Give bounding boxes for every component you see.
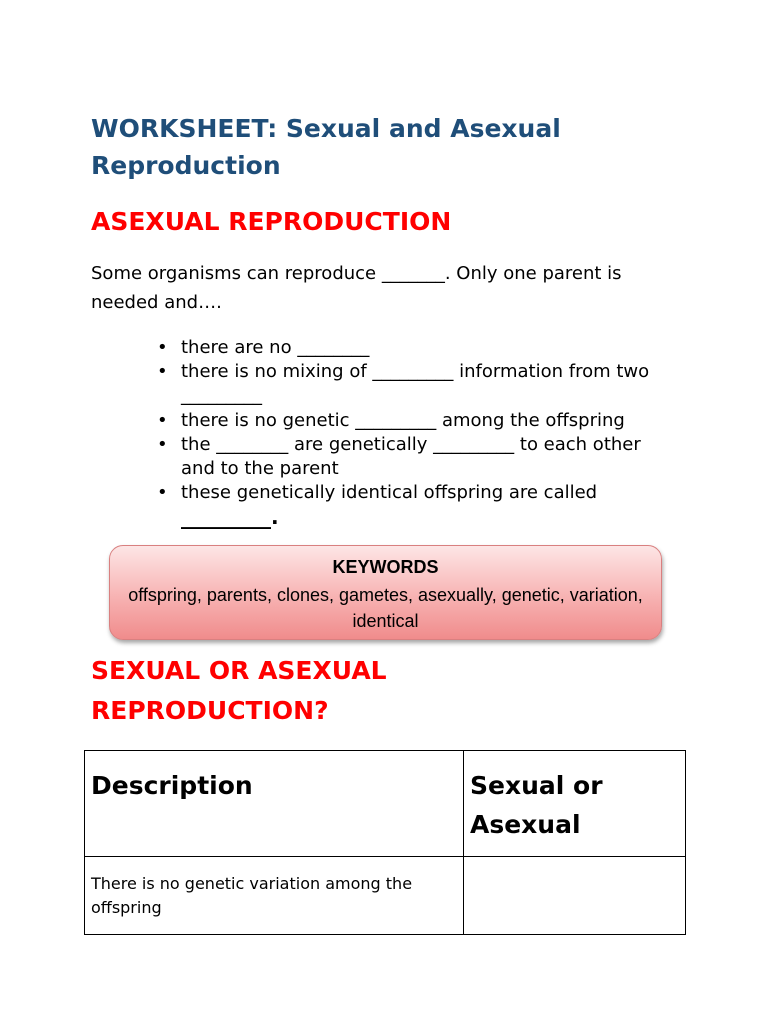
asexual-reproduction-heading: ASEXUAL REPRODUCTION: [91, 207, 452, 236]
bullet-point-icon: •: [157, 433, 168, 455]
keywords-list: offspring, parents, clones, gametes, asexually, genetic, variation, identical: [128, 585, 643, 631]
bullet-item: [155, 433, 675, 481]
bullet-item: [155, 409, 675, 433]
bullet-point-icon: •: [157, 361, 168, 383]
answer-cell[interactable]: [464, 857, 686, 935]
bullet-text: there are no ________: [181, 337, 370, 358]
bullet-item: [155, 481, 675, 531]
keywords-title: KEYWORDS: [332, 557, 439, 577]
table-header-row: [85, 751, 686, 857]
bullet-text: there is no genetic _________ among the offspring: [181, 409, 625, 431]
bullet-point-icon: •: [157, 337, 168, 358]
sexual-or-asexual-heading: SEXUAL OR ASEXUAL REPRODUCTION?: [91, 656, 387, 725]
bullet-item: [155, 336, 675, 360]
table-row: [85, 857, 686, 935]
bullet-text: these genetically identical offspring are called: [181, 482, 598, 504]
answer-table: [84, 750, 686, 935]
page-title: WORKSHEET: Sexual and Asexual Reproduction: [91, 114, 561, 180]
bullet-text: the ________ are genetically _________ to each other and to the parent: [181, 433, 641, 480]
keywords-box: [109, 545, 662, 640]
bullet-point-icon: •: [157, 409, 168, 431]
bullet-text: there is no mixing of _________ information from two _________: [181, 361, 650, 407]
description-column-header: Description: [85, 751, 464, 857]
intro-paragraph: Some organisms can reproduce _______. Only one parent is needed and….: [91, 263, 622, 313]
bullet-point-icon: •: [157, 482, 168, 504]
description-cell: There is no genetic variation among the offspring: [85, 857, 464, 935]
answer-column-header: Sexual or Asexual: [464, 751, 686, 857]
fill-in-bullet-list: [155, 336, 675, 532]
final-answer-blank: _________.: [181, 505, 279, 530]
bullet-item: [155, 360, 675, 408]
